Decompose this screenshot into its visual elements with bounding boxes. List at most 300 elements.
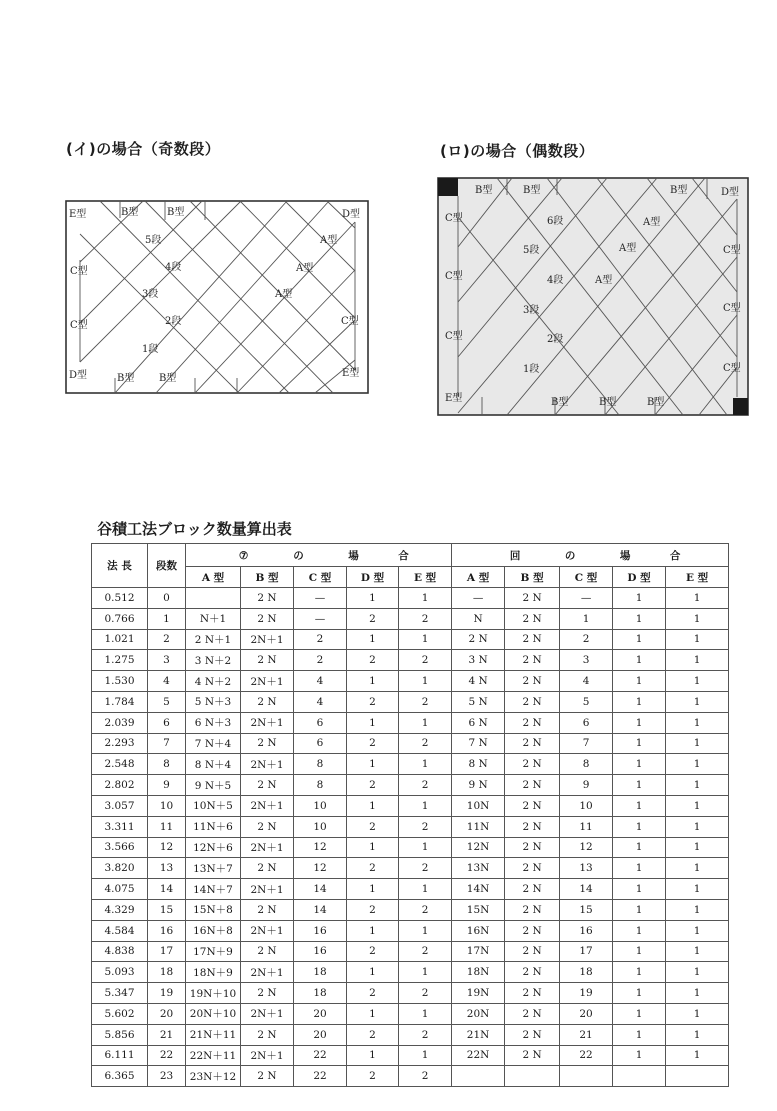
table-cell: 22N＋11 [186, 1045, 241, 1066]
table-cell: 6.365 [92, 1066, 148, 1087]
header-type-c-ro: C 型 [560, 567, 613, 588]
table-cell: 5 [560, 691, 613, 712]
table-cell: 1 [399, 712, 452, 733]
table-cell: 2 [399, 1024, 452, 1045]
table-cell: 2 N [505, 941, 560, 962]
table-cell: 2 N [241, 775, 294, 796]
label-c-type-left-1: C型 [445, 213, 463, 224]
table-cell: 22 [294, 1066, 347, 1087]
table-cell: 2 N [505, 899, 560, 920]
table-cell: 16 [560, 920, 613, 941]
table-cell: 6 [294, 712, 347, 733]
table-cell: 1 [613, 1024, 666, 1045]
table-cell: 2.039 [92, 712, 148, 733]
table-cell: 2 [347, 858, 399, 879]
label-a-type-2: A型 [619, 243, 637, 254]
label-step-1: 1段 [523, 364, 540, 375]
table-row [92, 1024, 729, 1045]
header-type-d-i: D 型 [347, 567, 399, 588]
table-row [92, 691, 729, 712]
table-cell: 8 [294, 775, 347, 796]
table-cell: 1 [613, 712, 666, 733]
table-cell: 4 [148, 671, 186, 692]
table-cell: 16 [148, 920, 186, 941]
table-cell: 5.856 [92, 1024, 148, 1045]
table-cell: 18 [294, 983, 347, 1004]
table-cell: 2 N [505, 629, 560, 650]
table-cell: 11N [452, 816, 505, 837]
table-row [92, 941, 729, 962]
table-cell: 18N＋9 [186, 962, 241, 983]
table-cell: 5.347 [92, 983, 148, 1004]
label-b-type-top-1: B型 [121, 207, 139, 218]
table-row [92, 899, 729, 920]
table-cell: 16 [294, 920, 347, 941]
table-cell: 2 N [505, 983, 560, 1004]
table-row [92, 629, 729, 650]
header-type-b-ro: B 型 [505, 567, 560, 588]
table-cell: 1 [347, 588, 399, 609]
table-cell: 4.584 [92, 920, 148, 941]
table-cell: 4.075 [92, 879, 148, 900]
table-cell: — [294, 608, 347, 629]
table-cell: 2 [347, 816, 399, 837]
table-cell: 15 [560, 899, 613, 920]
label-step-3: 3段 [142, 289, 159, 300]
header-type-b-i: B 型 [241, 567, 294, 588]
table-cell: 14 [294, 899, 347, 920]
table-cell: 1 [666, 899, 729, 920]
label-c-type-right-2: C型 [723, 303, 741, 314]
label-d-type-top: D型 [721, 187, 740, 198]
table-cell: 1 [666, 1003, 729, 1024]
header-steps: 段数 [148, 544, 186, 588]
table-cell: 2 [294, 629, 347, 650]
table-cell: 15 [148, 899, 186, 920]
header-type-e-i: E 型 [399, 567, 452, 588]
table-cell: 23 [148, 1066, 186, 1087]
table-cell: 6.111 [92, 1045, 148, 1066]
label-e-type-bottom: E型 [445, 393, 463, 404]
table-cell: 10 [560, 795, 613, 816]
table-cell: 14 [294, 879, 347, 900]
table-cell: 2 [399, 608, 452, 629]
table-cell: 20 [294, 1024, 347, 1045]
label-c-type-left-2: C型 [445, 271, 463, 282]
table-title: 谷積工法ブロック数量算出表 [97, 520, 292, 538]
table-cell: 2N＋1 [241, 962, 294, 983]
table-cell: 20 [148, 1003, 186, 1024]
table-cell: 1 [666, 1045, 729, 1066]
table-cell: 2N＋1 [241, 879, 294, 900]
table-cell: 21 [560, 1024, 613, 1045]
table-cell: 4 [294, 691, 347, 712]
table-cell: 2 N [505, 1024, 560, 1045]
table-cell: 2N＋1 [241, 1003, 294, 1024]
table-cell: 18N [452, 962, 505, 983]
table-cell: 2 [399, 941, 452, 962]
table-row [92, 795, 729, 816]
diagram-title-odd: (イ)の場合（奇数段） [66, 140, 221, 158]
label-step-6: 6段 [547, 216, 564, 227]
table-cell: 1 [666, 733, 729, 754]
diagram-odd-steps [65, 200, 369, 394]
table-cell: 1 [666, 588, 729, 609]
label-c-type-left-2: C型 [70, 320, 88, 331]
table-row [92, 962, 729, 983]
table-cell: 2 [399, 691, 452, 712]
table-cell: 1.530 [92, 671, 148, 692]
table-cell: — [452, 588, 505, 609]
table-cell: 19 [560, 983, 613, 1004]
table-cell: 2N＋1 [241, 712, 294, 733]
table-cell: 2.293 [92, 733, 148, 754]
table-cell: 1 [666, 816, 729, 837]
table-row [92, 1066, 729, 1087]
table-cell: 2 N [505, 691, 560, 712]
table-row [92, 983, 729, 1004]
table-cell: 1 [347, 754, 399, 775]
table-cell: 2 N [241, 588, 294, 609]
table-cell: 2 [347, 941, 399, 962]
table-cell: 0.512 [92, 588, 148, 609]
table-cell: 17 [560, 941, 613, 962]
table-cell: 2 N [505, 754, 560, 775]
table-row [92, 733, 729, 754]
table-cell: 2.548 [92, 754, 148, 775]
table-cell: 2N＋1 [241, 920, 294, 941]
table-cell: 1 [347, 712, 399, 733]
table-cell: 1 [560, 608, 613, 629]
table-body [92, 588, 729, 1087]
table-cell: 22 [148, 1045, 186, 1066]
table-cell: 17 [148, 941, 186, 962]
table-cell: 1 [666, 671, 729, 692]
table-cell: 2 N [505, 837, 560, 858]
table-cell: 2 [347, 608, 399, 629]
label-a-type-1: A型 [643, 217, 661, 228]
table-cell: 2 [399, 983, 452, 1004]
table-cell: 4 [560, 671, 613, 692]
table-cell: 2 N [505, 816, 560, 837]
table-cell: 23N＋12 [186, 1066, 241, 1087]
table-cell: 2 [347, 899, 399, 920]
table-cell: 4 N [452, 671, 505, 692]
table-cell: 1 [613, 588, 666, 609]
table-cell: 12 [294, 858, 347, 879]
label-b-type-bottom-2: B型 [159, 373, 177, 384]
table-cell: 1 [613, 775, 666, 796]
table-cell: 3.057 [92, 795, 148, 816]
table-cell: 2 N [241, 941, 294, 962]
label-d-type-bottom: D型 [69, 370, 88, 381]
table-cell: 1 [666, 629, 729, 650]
table-cell: 6 N [452, 712, 505, 733]
table-row [92, 671, 729, 692]
table-cell: 20 [294, 1003, 347, 1024]
table-cell: 19 [148, 983, 186, 1004]
label-d-type-top: D型 [342, 209, 361, 220]
table-cell: 10N＋5 [186, 795, 241, 816]
table-cell: 2N＋1 [241, 1045, 294, 1066]
table-cell: 1 [399, 920, 452, 941]
table-cell: 5 N＋3 [186, 691, 241, 712]
table-cell: 2 N [241, 1066, 294, 1087]
label-step-4: 4段 [547, 275, 564, 286]
header-type-a-ro: A 型 [452, 567, 505, 588]
table-cell: 8 [294, 754, 347, 775]
table-cell: 22 [560, 1045, 613, 1066]
table-cell: 21N＋11 [186, 1024, 241, 1045]
table-cell: 9 [148, 775, 186, 796]
table-row [92, 837, 729, 858]
table-cell: 13N＋7 [186, 858, 241, 879]
table-cell: 2 [347, 1024, 399, 1045]
table-cell: 3.820 [92, 858, 148, 879]
table-cell: 4 [294, 671, 347, 692]
table-row [92, 588, 729, 609]
table-cell: 5.093 [92, 962, 148, 983]
table-cell: 3 N [452, 650, 505, 671]
label-b-type-bottom-1: B型 [117, 373, 135, 384]
diagram-title-even: (ロ)の場合（偶数段） [440, 142, 595, 160]
table-cell: 21 [148, 1024, 186, 1045]
table-cell: 2 [399, 816, 452, 837]
label-step-2: 2段 [165, 316, 182, 327]
table-cell: 1 [613, 733, 666, 754]
table-cell: 1.021 [92, 629, 148, 650]
table-cell: 12 [294, 837, 347, 858]
table-cell: — [294, 588, 347, 609]
label-step-1: 1段 [142, 344, 159, 355]
table-cell: 12 [560, 837, 613, 858]
table-cell: 0 [148, 588, 186, 609]
label-c-type-left-3: C型 [445, 331, 463, 342]
label-a-type-2: A型 [296, 263, 314, 274]
table-cell: 1 [613, 754, 666, 775]
label-e-type-bottom: E型 [342, 368, 360, 379]
table-cell: 20N [452, 1003, 505, 1024]
table-cell: 1 [613, 650, 666, 671]
table-cell: 1 [666, 691, 729, 712]
table-cell: 9 [560, 775, 613, 796]
table-cell: 2 N [241, 1024, 294, 1045]
table-cell: 10 [294, 816, 347, 837]
table-cell: 1 [613, 1045, 666, 1066]
table-cell: 2 [560, 629, 613, 650]
table-cell: 18 [148, 962, 186, 983]
table-cell: 2 [347, 691, 399, 712]
header-group-ro: 回 の 場 合 [452, 544, 729, 567]
table-row [92, 1045, 729, 1066]
table-cell: 1 [666, 795, 729, 816]
table-cell: 3.311 [92, 816, 148, 837]
table-cell: 1 [347, 920, 399, 941]
table-cell: 1 [613, 899, 666, 920]
table-cell: 17N [452, 941, 505, 962]
table-cell: 1 [666, 920, 729, 941]
table-cell: 1.784 [92, 691, 148, 712]
table-cell: 13 [560, 858, 613, 879]
table-cell: 2 N [241, 816, 294, 837]
label-b-type-top-3: B型 [670, 185, 688, 196]
table-cell: 1 [613, 795, 666, 816]
table-cell: 8 N＋4 [186, 754, 241, 775]
table-cell: 3.566 [92, 837, 148, 858]
label-b-type-top-2: B型 [167, 207, 185, 218]
table-cell: 2 N [505, 1045, 560, 1066]
table-cell: 2 N [505, 712, 560, 733]
table-cell: 14N＋7 [186, 879, 241, 900]
header-type-e-ro: E 型 [666, 567, 729, 588]
table-cell: 2 N [241, 691, 294, 712]
label-c-type-left-1: C型 [70, 266, 88, 277]
table-cell: 2 [347, 1066, 399, 1087]
table-cell [560, 1066, 613, 1087]
table-cell: 1 [613, 837, 666, 858]
label-b-type-top-1: B型 [475, 185, 493, 196]
table-cell: 18 [294, 962, 347, 983]
table-cell: 3 [148, 650, 186, 671]
table-cell: 2 [399, 775, 452, 796]
table-cell: 2 [347, 733, 399, 754]
label-c-type-right: C型 [341, 316, 359, 327]
table-cell: 1 [347, 837, 399, 858]
table-cell: 3 [560, 650, 613, 671]
table-cell: 7 [560, 733, 613, 754]
table-cell: 6 [560, 712, 613, 733]
table-row [92, 858, 729, 879]
table-cell: 9 N＋5 [186, 775, 241, 796]
table-cell: 2 [347, 775, 399, 796]
table-cell: 2N＋1 [241, 754, 294, 775]
table-cell: 2 [148, 629, 186, 650]
table-cell: 1 [347, 1045, 399, 1066]
table-cell: 1 [399, 879, 452, 900]
table-cell: 1 [666, 858, 729, 879]
table-cell: 7 N＋4 [186, 733, 241, 754]
table-cell: 1 [399, 1045, 452, 1066]
block-quantity-table [91, 543, 729, 1087]
table-cell: 1 [666, 983, 729, 1004]
table-cell [452, 1066, 505, 1087]
table-cell: 2 N [505, 650, 560, 671]
table-cell: 2 N [241, 608, 294, 629]
table-cell: 2 N [505, 1003, 560, 1024]
table-cell: 1 [613, 941, 666, 962]
table-cell: 11 [148, 816, 186, 837]
table-cell: N＋1 [186, 608, 241, 629]
header-type-a-i: A 型 [186, 567, 241, 588]
header-type-c-i: C 型 [294, 567, 347, 588]
table-cell: 4 N＋2 [186, 671, 241, 692]
table-cell: 1 [399, 962, 452, 983]
table-cell: 1 [399, 588, 452, 609]
table-cell: 2 [294, 650, 347, 671]
label-c-type-right-3: C型 [723, 363, 741, 374]
table-cell [186, 588, 241, 609]
table-cell: 13 [148, 858, 186, 879]
table-cell: 1 [613, 691, 666, 712]
table-cell: 4.838 [92, 941, 148, 962]
label-e-type-top: E型 [69, 209, 87, 220]
table-cell: 2 [399, 650, 452, 671]
table-cell: 1 [666, 1024, 729, 1045]
table-cell: 2N＋1 [241, 795, 294, 816]
table-row [92, 608, 729, 629]
table-cell [613, 1066, 666, 1087]
table-cell: 1 [613, 816, 666, 837]
table-cell: 1 [613, 671, 666, 692]
table-row [92, 1003, 729, 1024]
table-cell: 1 [347, 879, 399, 900]
table-cell: 8 [148, 754, 186, 775]
table-cell: 12N＋6 [186, 837, 241, 858]
table-cell: 2 N [505, 588, 560, 609]
label-step-3: 3段 [523, 305, 540, 316]
label-step-5: 5段 [523, 245, 540, 256]
table-cell: 1 [347, 962, 399, 983]
table-cell: 2 [347, 650, 399, 671]
table-cell: 2 N [241, 650, 294, 671]
table-cell: 3 N＋2 [186, 650, 241, 671]
table-cell: 2 N [505, 962, 560, 983]
table-cell: 2 [399, 858, 452, 879]
table-cell: 1 [613, 1003, 666, 1024]
table-cell: 2N＋1 [241, 671, 294, 692]
table-cell: 6 N＋3 [186, 712, 241, 733]
header-type-d-ro: D 型 [613, 567, 666, 588]
table-cell: 12N [452, 837, 505, 858]
table-cell: 1 [399, 1003, 452, 1024]
table-cell: 22N [452, 1045, 505, 1066]
table-cell: 21N [452, 1024, 505, 1045]
table-cell: 13N [452, 858, 505, 879]
table-cell: 1 [347, 1003, 399, 1024]
label-a-type-1: A型 [320, 235, 338, 246]
table-cell: 2 N [505, 879, 560, 900]
table-cell: 6 [148, 712, 186, 733]
table-cell: 1 [399, 795, 452, 816]
table-row [92, 775, 729, 796]
label-a-type-3: A型 [275, 289, 293, 300]
table-cell: 1 [666, 775, 729, 796]
table-cell: 2 N [505, 795, 560, 816]
table-cell: 2 N [505, 775, 560, 796]
table-cell: 10 [294, 795, 347, 816]
table-cell: 1 [613, 629, 666, 650]
table-cell: 10N [452, 795, 505, 816]
table-cell: 19N＋10 [186, 983, 241, 1004]
table-cell: 12 [148, 837, 186, 858]
table-cell: 19N [452, 983, 505, 1004]
table-cell: 14 [148, 879, 186, 900]
label-b-type-bottom-2: B型 [599, 397, 617, 408]
table-cell [666, 1066, 729, 1087]
table-cell: 1 [613, 608, 666, 629]
table-cell: 1 [666, 712, 729, 733]
table-cell: 16N＋8 [186, 920, 241, 941]
table-cell: 15N＋8 [186, 899, 241, 920]
table-cell: 11 [560, 816, 613, 837]
table-cell: 1 [666, 754, 729, 775]
table-cell: 1 [666, 879, 729, 900]
table-cell: 2.802 [92, 775, 148, 796]
table-cell: 8 [560, 754, 613, 775]
table-row [92, 920, 729, 941]
table-cell: 1 [399, 754, 452, 775]
table-cell: 1 [399, 629, 452, 650]
